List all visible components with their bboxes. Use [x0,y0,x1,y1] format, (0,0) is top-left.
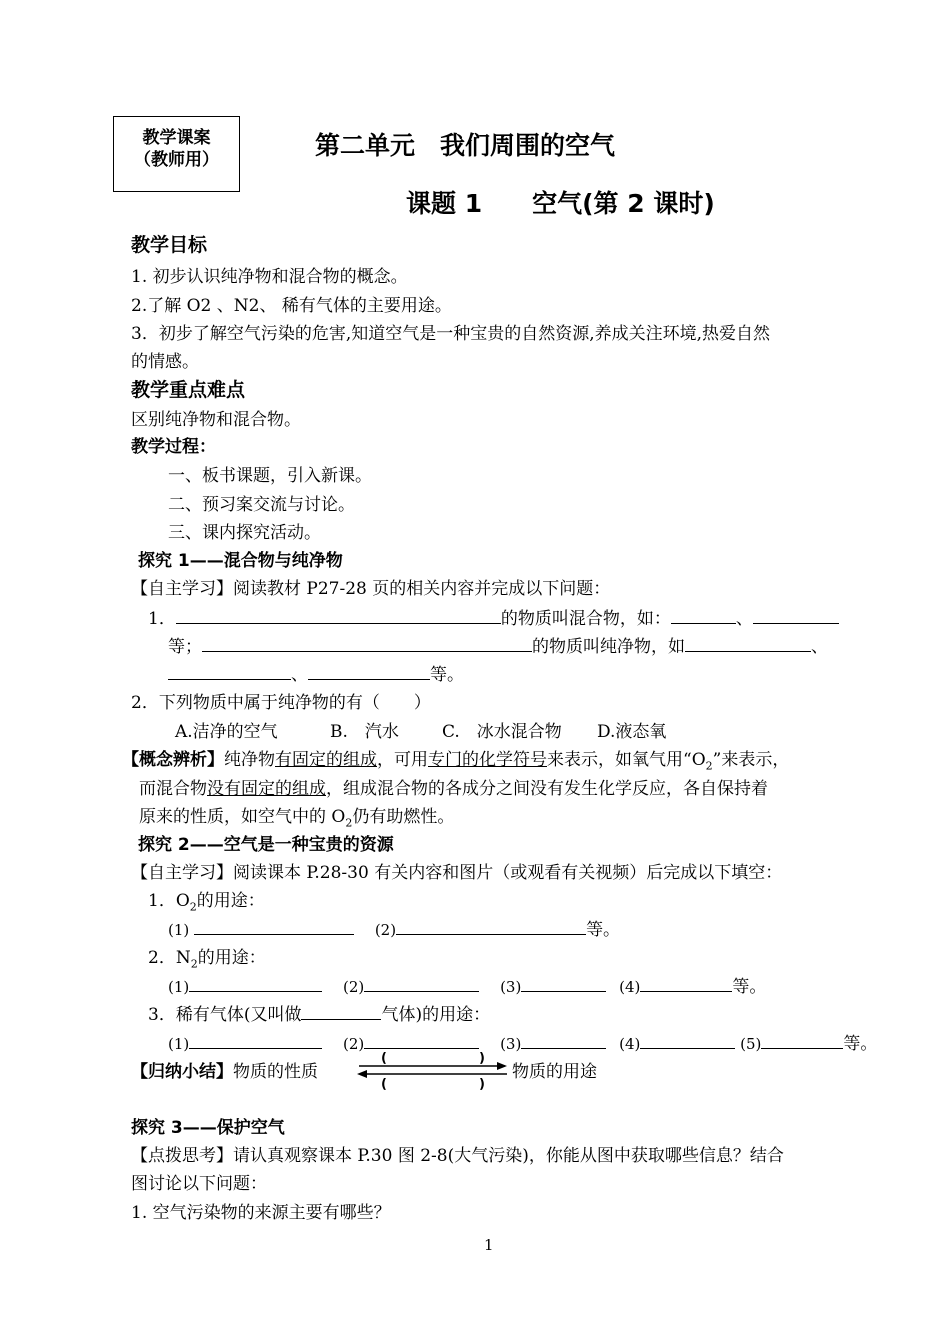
rare-gas-name-blank[interactable] [301,1005,381,1020]
explore1-q1-line1 [148,604,839,629]
q1-blank-mixture-example-2[interactable] [753,609,839,624]
summary-label [131,1057,318,1082]
keypoints-heading: 教学重点难点 [131,379,246,401]
goal-item-3: 3．初步了解空气污染的危害,知道空气是一种宝贵的自然资源,养成关注环境,热爱自然 [131,324,771,344]
q1-end: 等。 [430,665,464,685]
rare-use-blank-4[interactable] [640,1034,735,1049]
separator: 、 [735,609,753,629]
mark: (2) [343,1035,365,1053]
bracket-bottom-close: ) [479,1077,485,1091]
page-title: 第二单元 我们周围的空气 [315,131,616,160]
q1-b-prefix: 等； [168,637,202,657]
mark: (2) [374,921,397,939]
n2-uses-blanks [168,972,766,997]
concept-line-1 [122,745,789,772]
separator: 、 [291,665,308,685]
o2-label: 1．O [148,891,190,911]
explore3-text-1 [131,1141,784,1166]
explore2-heading: 探究 2——空气是一种宝贵的资源 [138,835,394,855]
n2-label: 2．N [148,948,191,968]
n2-uses-label [148,943,266,970]
mark: (5) [740,1035,762,1053]
process-step-1: 一、板书课题，引入新课。 [168,466,372,486]
subscript: 2 [705,759,713,773]
mark: (1) [168,921,190,939]
lesson-subtitle: 课题 1 空气(第 2 课时) [406,189,715,218]
concept-text: 来表示，如氧气用“O [547,750,706,770]
explore1-q1-line3 [168,660,464,685]
q1-blank-pure-definition[interactable] [202,637,532,652]
concept-pure: 纯净物 [224,750,275,770]
goal-item-2: 2.了解 O2 、N2、 稀有气体的主要用途。 [131,296,452,316]
q1-blank-mixture-example-1[interactable] [671,609,736,624]
process-step-3: 三、课内探究活动。 [168,523,321,543]
process-step-2: 二、预习案交流与讨论。 [168,495,355,515]
end-text: 等。 [843,1034,878,1054]
mark: (4) [619,978,641,996]
n2-use-blank-4[interactable] [640,977,732,992]
subscript: 2 [190,957,198,971]
o2-uses-blanks [168,915,620,940]
explore2-intro-text: 阅读课本 P.28-30 有关内容和图片（或观看有关视频）后完成以下填空： [233,863,783,883]
rare-gas-uses-blanks [168,1029,877,1054]
o2-use-blank-2[interactable] [396,920,586,935]
explore3-text: 请认真观察课本 P.30 图 2-8(大气污染)，你能从图中获取哪些信息？结合 [233,1146,784,1166]
rare-use-blank-3[interactable] [521,1034,606,1049]
subscript: 2 [345,816,353,830]
end-text: 等。 [586,920,621,940]
explore1-heading: 探究 1——混合物与纯净物 [138,551,343,571]
bracket-top-close: ) [479,1051,485,1066]
concept-text: 原来的性质，如空气中的 O [139,807,346,827]
bracket-top-open: ( [381,1051,387,1066]
explore1-intro-text: 阅读教材 P27-28 页的相关内容并完成以下问题： [233,579,611,599]
q1-mixture-text: 的物质叫混合物，如： [500,609,671,629]
rare-use-blank-2[interactable] [364,1034,479,1049]
concept-text: ，组成混合物的各成分之间没有发生化学反应，各自保持着 [326,779,768,799]
explore1-q2: 2．下列物质中属于纯净物的有（ ） [131,693,431,713]
q1-pure-text: 的物质叫纯净物，如 [532,637,685,657]
goals-heading: 教学目标 [131,234,208,256]
q1-number: 1． [148,609,176,629]
mark: (4) [619,1035,641,1053]
mark: (1) [168,1035,190,1053]
q2-option-b: B. 汽水 [330,722,399,742]
goal-item-1: 1. 初步认识纯净物和混合物的概念。 [131,267,408,287]
mark: (2) [343,978,365,996]
concept-text: ”来表示， [712,750,790,770]
rare-gas-label [148,1000,490,1025]
explore1-q1-line2 [168,632,828,657]
explore1-intro [131,574,610,599]
concept-text: 而混合物 [139,779,207,799]
concept-fixed-composition: 有固定的组成 [275,750,377,770]
rare-label: 气体)的用途： [381,1005,491,1025]
explore3-tag: 【点拨思考】 [131,1146,233,1166]
concept-no-fixed-composition: 没有固定的组成 [207,779,326,799]
concept-chemical-symbol: 专门的化学符号 [428,750,547,770]
q1-blank-pure-example-1[interactable] [685,637,811,652]
explore1-tag: 【自主学习】 [131,579,233,599]
n2-use-blank-3[interactable] [521,977,606,992]
box-line-1: 教学课案 [142,128,211,148]
q1-blank-pure-example-3[interactable] [308,665,430,680]
explore3-heading: 探究 3——保护空气 [131,1118,285,1138]
bracket-bottom-open: ( [381,1077,387,1091]
rare-use-blank-5[interactable] [761,1034,843,1049]
explore2-tag: 【自主学习】 [131,863,233,883]
arrow-right-head [497,1062,507,1070]
rare-use-blank-1[interactable] [189,1034,322,1049]
process-heading: 教学过程： [131,437,216,457]
subscript: 2 [189,900,197,914]
q2-option-d: D.液态氧 [597,722,667,742]
concept-line-3 [139,802,454,829]
end-text: 等。 [732,977,767,997]
q1-blank-pure-example-2[interactable] [168,665,291,680]
n2-label: 的用途： [197,948,266,968]
q2-option-c: C. 冰水混合物 [442,722,562,742]
mark: (3) [500,978,522,996]
concept-line-2 [139,774,768,799]
o2-label: 的用途： [196,891,265,911]
concept-text: 仍有助燃性。 [352,807,455,827]
document-type-box [113,116,240,192]
mark: (1) [168,978,190,996]
explore3-question-1: 1. 空气污染物的来源主要有哪些？ [131,1203,391,1223]
rare-label: 3．稀有气体(又叫做 [148,1005,302,1025]
summary-property: 物质的性质 [233,1062,318,1082]
separator: 、 [811,637,828,657]
keypoints-text: 区别纯净物和混合物。 [131,410,301,430]
arrow-left-head [357,1070,367,1078]
property-use-arrows [355,1049,511,1091]
mark: (3) [500,1035,522,1053]
concept-text: ，可用 [377,750,428,770]
page-number: 1 [484,1236,494,1254]
box-line-2: （教师用） [134,150,219,170]
n2-use-blank-1[interactable] [189,977,322,992]
explore3-text-2: 图讨论以下问题： [131,1174,267,1194]
summary-tag: 【归纳小结】 [131,1062,233,1082]
goal-item-3-cont: 的情感。 [131,352,199,372]
q2-option-a: A.洁净的空气 [175,722,278,742]
o2-uses-label [148,886,265,913]
explore2-intro [131,858,782,883]
concept-tag: 【概念辨析】 [122,750,224,770]
q1-blank-definition[interactable] [176,609,501,624]
n2-use-blank-2[interactable] [364,977,479,992]
summary-use: 物质的用途 [512,1062,597,1082]
o2-use-blank-1[interactable] [194,920,354,935]
